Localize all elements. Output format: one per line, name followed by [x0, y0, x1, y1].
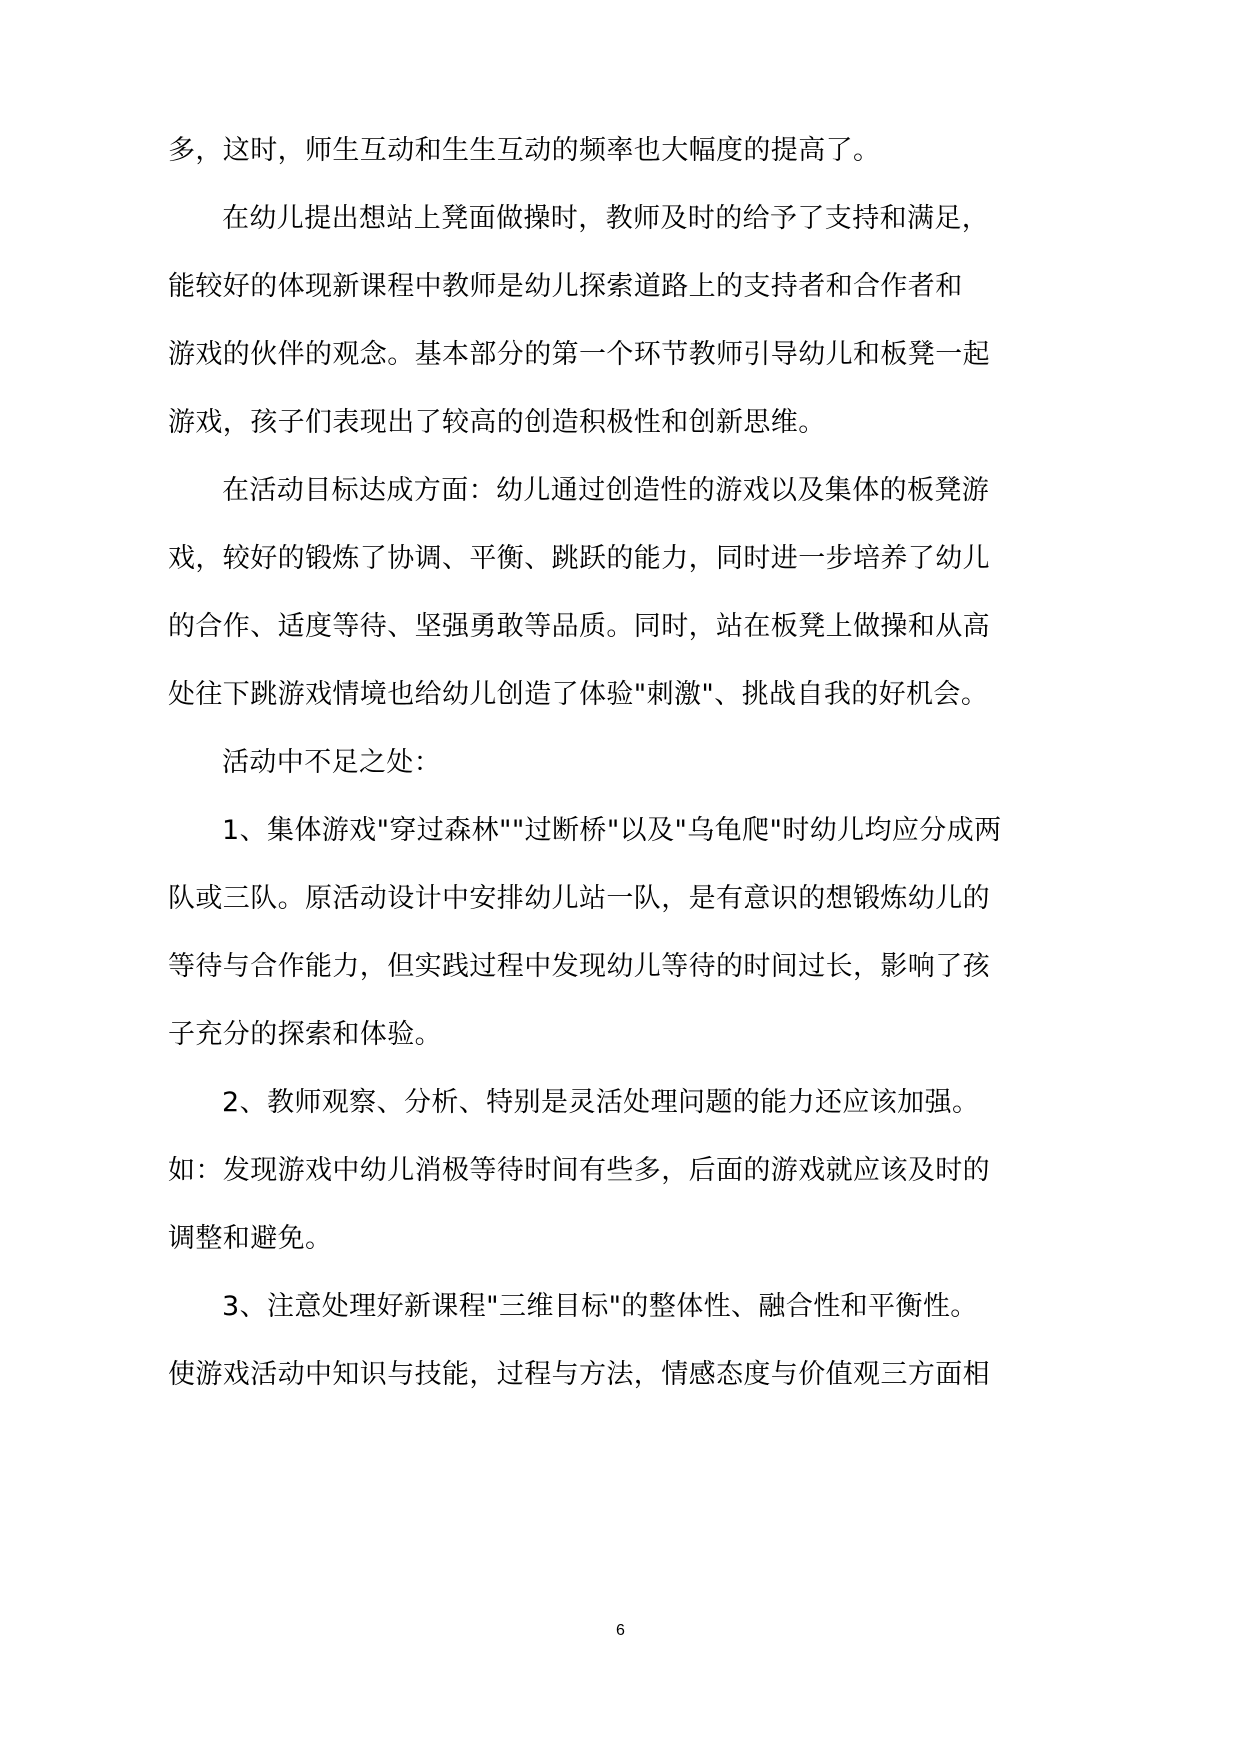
- text-line: 的合作、适度等待、坚强勇敢等品质。同时，站在板凳上做操和从高: [168, 611, 990, 642]
- paragraph-first-line: 在幼儿提出想站上凳面做操时，教师及时的给予了支持和满足，: [222, 203, 990, 234]
- text-line: 处往下跳游戏情境也给幼儿创造了体验"刺激"、挑战自我的好机会。: [168, 679, 989, 710]
- text-line: 使游戏活动中知识与技能，过程与方法，情感态度与价值观三方面相: [168, 1359, 990, 1390]
- list-item-1: 1、集体游戏"穿过森林""过断桥"以及"乌龟爬"时幼儿均应分成两: [222, 815, 1002, 846]
- text-line: 游戏的伙伴的观念。基本部分的第一个环节教师引导幼儿和板凳一起: [168, 339, 990, 370]
- text-line: 游戏，孩子们表现出了较高的创造积极性和创新思维。: [168, 407, 826, 438]
- list-item-2: 2、教师观察、分析、特别是灵活处理问题的能力还应该加强。: [222, 1087, 980, 1118]
- text-line: 戏，较好的锻炼了协调、平衡、跳跃的能力，同时进一步培养了幼儿: [168, 543, 990, 574]
- text-line: 能较好的体现新课程中教师是幼儿探索道路上的支持者和合作者和: [168, 271, 963, 302]
- page-number: 6: [616, 1622, 625, 1639]
- text-line: 队或三队。原活动设计中安排幼儿站一队，是有意识的想锻炼幼儿的: [168, 883, 990, 914]
- text-line: 子充分的探索和体验。: [168, 1019, 442, 1050]
- list-item-3: 3、注意处理好新课程"三维目标"的整体性、融合性和平衡性。: [222, 1291, 978, 1322]
- section-heading: 活动中不足之处：: [222, 747, 442, 778]
- paragraph-first-line: 在活动目标达成方面：幼儿通过创造性的游戏以及集体的板凳游: [222, 475, 990, 506]
- text-line: 多，这时，师生互动和生生互动的频率也大幅度的提高了。: [168, 135, 881, 166]
- text-line: 如：发现游戏中幼儿消极等待时间有些多，后面的游戏就应该及时的: [168, 1155, 990, 1186]
- text-line: 等待与合作能力，但实践过程中发现幼儿等待的时间过长，影响了孩: [168, 951, 990, 982]
- text-line: 调整和避免。: [168, 1223, 333, 1254]
